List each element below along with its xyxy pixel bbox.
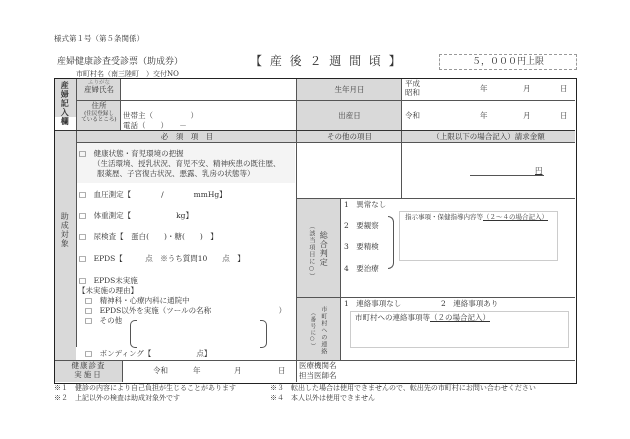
note-mark: ※１ [54,384,68,392]
judgment-label-main: 総合判定 [319,231,329,267]
birth-label-cell [296,79,402,100]
item-label: 体重測定【 kg】 [93,211,193,220]
address-note-2: ているところ) [81,116,117,123]
note-4 [270,394,375,402]
other-header: その他の項目 [327,132,372,141]
judgment-option-3[interactable]: 3 要精検 [344,242,379,251]
patient-section-label: 産婦記入欄 [60,81,71,126]
contact-note-box[interactable] [350,311,569,348]
contact-label-sub: （番号に○） [309,310,316,350]
note-3 [270,384,536,392]
yen-label: 円 [535,166,543,175]
delivery-month: 月 [523,111,531,120]
judgment-field [340,198,575,298]
required-header: 必 須 項 目 [160,132,214,141]
note-2 [54,394,180,402]
claim-amount-line [470,175,544,176]
contact-note-label [355,314,568,323]
period-title: 【 産 後 ２ 週 間 頃 】 [250,54,403,68]
address-label: 住所 [91,101,107,110]
other-header-cell [296,131,402,142]
municipality-line: 市町村名（南三陸町 ）交付NO [76,70,179,78]
form-number: 様式第１号（第５条関係） [54,34,144,43]
note-mark: ※３ [270,384,284,392]
item-epds[interactable] [79,255,245,264]
birth-month: 月 [523,84,531,93]
item-weight[interactable] [79,212,193,221]
furigana-label: ふりがな [87,80,110,86]
delivery-label: 出産日 [338,111,361,120]
judgment-option-2[interactable]: 2 要観察 [344,221,379,230]
institution-field[interactable] [296,361,575,382]
note-text: 健診の内容により自己負担が生じることがあります [75,384,236,392]
exam-date-field[interactable] [122,361,297,382]
delivery-label-cell [296,100,402,131]
item-label: 尿検査【 蛋白( )・糖( ) 】 [93,232,218,241]
form-title: 産婦健康診査受診票（助成券） [57,57,184,67]
note-mark: ※４ [270,394,284,402]
item-label: 血圧測定【 / mmHg】 [93,190,227,199]
contact-option-2[interactable]: 2 連絡事項あり [441,299,499,308]
limit-amount: ５，０００円上限 [471,57,544,67]
contact-option-1[interactable]: 1 連絡事項なし [344,299,402,308]
note-text: 転出した場合は使用できませんので、転出先の市町村にお問い合わせください [291,384,536,392]
delivery-date-field[interactable] [401,100,575,131]
note-text: 上記以外の検査は助成対象外です [75,394,180,402]
address-label-cell [76,100,121,131]
checkbox[interactable]: □ [79,232,87,241]
instruction-label [405,214,557,221]
birth-year: 年 [480,84,488,93]
delivery-day: 日 [560,111,568,120]
exam-date-year: 年 [193,366,201,375]
delivery-year: 年 [480,111,488,120]
address-note-1: (住民登録し [84,110,114,117]
birth-day: 日 [560,84,568,93]
contact-field [340,297,575,361]
checkbox[interactable]: □ [79,190,87,199]
exam-date-label-cell [55,361,122,382]
judgment-label-cell [296,198,341,298]
judgment-label-sub: （該当項目に○） [307,223,315,280]
name-label-cell [76,79,121,100]
item-blood-pressure[interactable] [79,191,227,200]
item-urine-test[interactable] [79,233,218,242]
item-epds-not-done[interactable] [79,277,138,286]
note-text: 本人以外は使用できません [291,394,375,402]
reason-other-tool[interactable]: □ EPDS以外を実施（ツールの名称 ） [85,306,287,315]
item-health-detail-1: （生活環境、授乳状況、育児不安、精神疾患の既往歴、 [93,159,281,168]
checkbox[interactable]: □ [79,254,87,263]
brace-top [388,216,394,243]
contact-note-suffix: （２の場合記入） [430,313,490,322]
item-label: EPDS未実施 [93,276,138,285]
address-field[interactable] [120,100,297,131]
delivery-era: 令和 [405,111,420,120]
item-health-status[interactable] [79,150,184,159]
item-bonding[interactable]: □ ボンディング【 点】 [85,349,212,358]
claim-header: （上限以下の場合記入）請求金額 [432,132,545,141]
name-field[interactable] [120,79,297,100]
item-label: 健康状態・育児環境の把握 [93,149,184,158]
exam-date-label-1: 健康診査 [71,361,106,370]
note-mark: ※２ [54,394,68,402]
checkbox[interactable]: □ [79,211,87,220]
item-label: EPDS【 点 ※うち質問10 点 】 [93,254,245,263]
contact-note-prefix: 市町村への連絡事項等 [355,313,430,322]
claim-amount-field[interactable] [401,142,575,199]
exam-date-day: 日 [278,366,286,375]
phone-field[interactable]: 電話（ ） － [123,121,187,130]
instruction-note: （２～４の場合記入） [483,213,548,221]
reason-psychiatry[interactable]: □ 精神科・心療内科に通院中 [85,296,190,305]
brace-bottom [388,242,394,269]
judgment-option-1[interactable]: 1 異常なし [344,200,387,209]
birth-date-field[interactable] [401,79,575,100]
note-1 [54,384,236,392]
exam-date-label-2: 実施日 [74,369,103,379]
claim-header-cell [401,131,575,142]
checkbox[interactable]: □ [79,276,87,285]
exam-section-label: 助成対象 [60,212,70,248]
instruction-box[interactable] [399,211,558,261]
required-header-cell [76,131,297,142]
left-bracket [130,320,137,348]
householder-field[interactable]: 世帯主（ ） [123,111,198,120]
reason-header: 【未実施の理由】 [78,286,138,295]
institution-label: 医療機関名 [299,361,337,370]
contact-label-main: 市町村への連絡 [319,306,327,355]
other-items-field[interactable] [296,142,402,199]
instruction-prefix: 指示事項・保健指導内容等 [405,213,483,221]
right-bracket [260,320,267,348]
birth-era-heisei[interactable]: 平成 [405,79,420,88]
birth-era-showa[interactable]: 昭和 [405,88,420,97]
name-label: 産婦氏名 [84,85,114,95]
birth-label: 生年月日 [334,85,365,94]
contact-label-cell [296,297,341,361]
limit-amount-box [439,54,577,70]
doctor-label: 担当医師名 [299,371,337,380]
judgment-option-4[interactable]: 4 要治療 [344,264,379,273]
exam-date-era: 令和 [153,366,168,375]
item-health-detail-2: 服薬歴、子宮復古状況、悪露、乳房の状態等） [97,169,255,178]
checkbox[interactable]: □ [79,149,87,158]
reason-other[interactable]: □ その他 [85,316,123,325]
exam-date-month: 月 [234,366,242,375]
